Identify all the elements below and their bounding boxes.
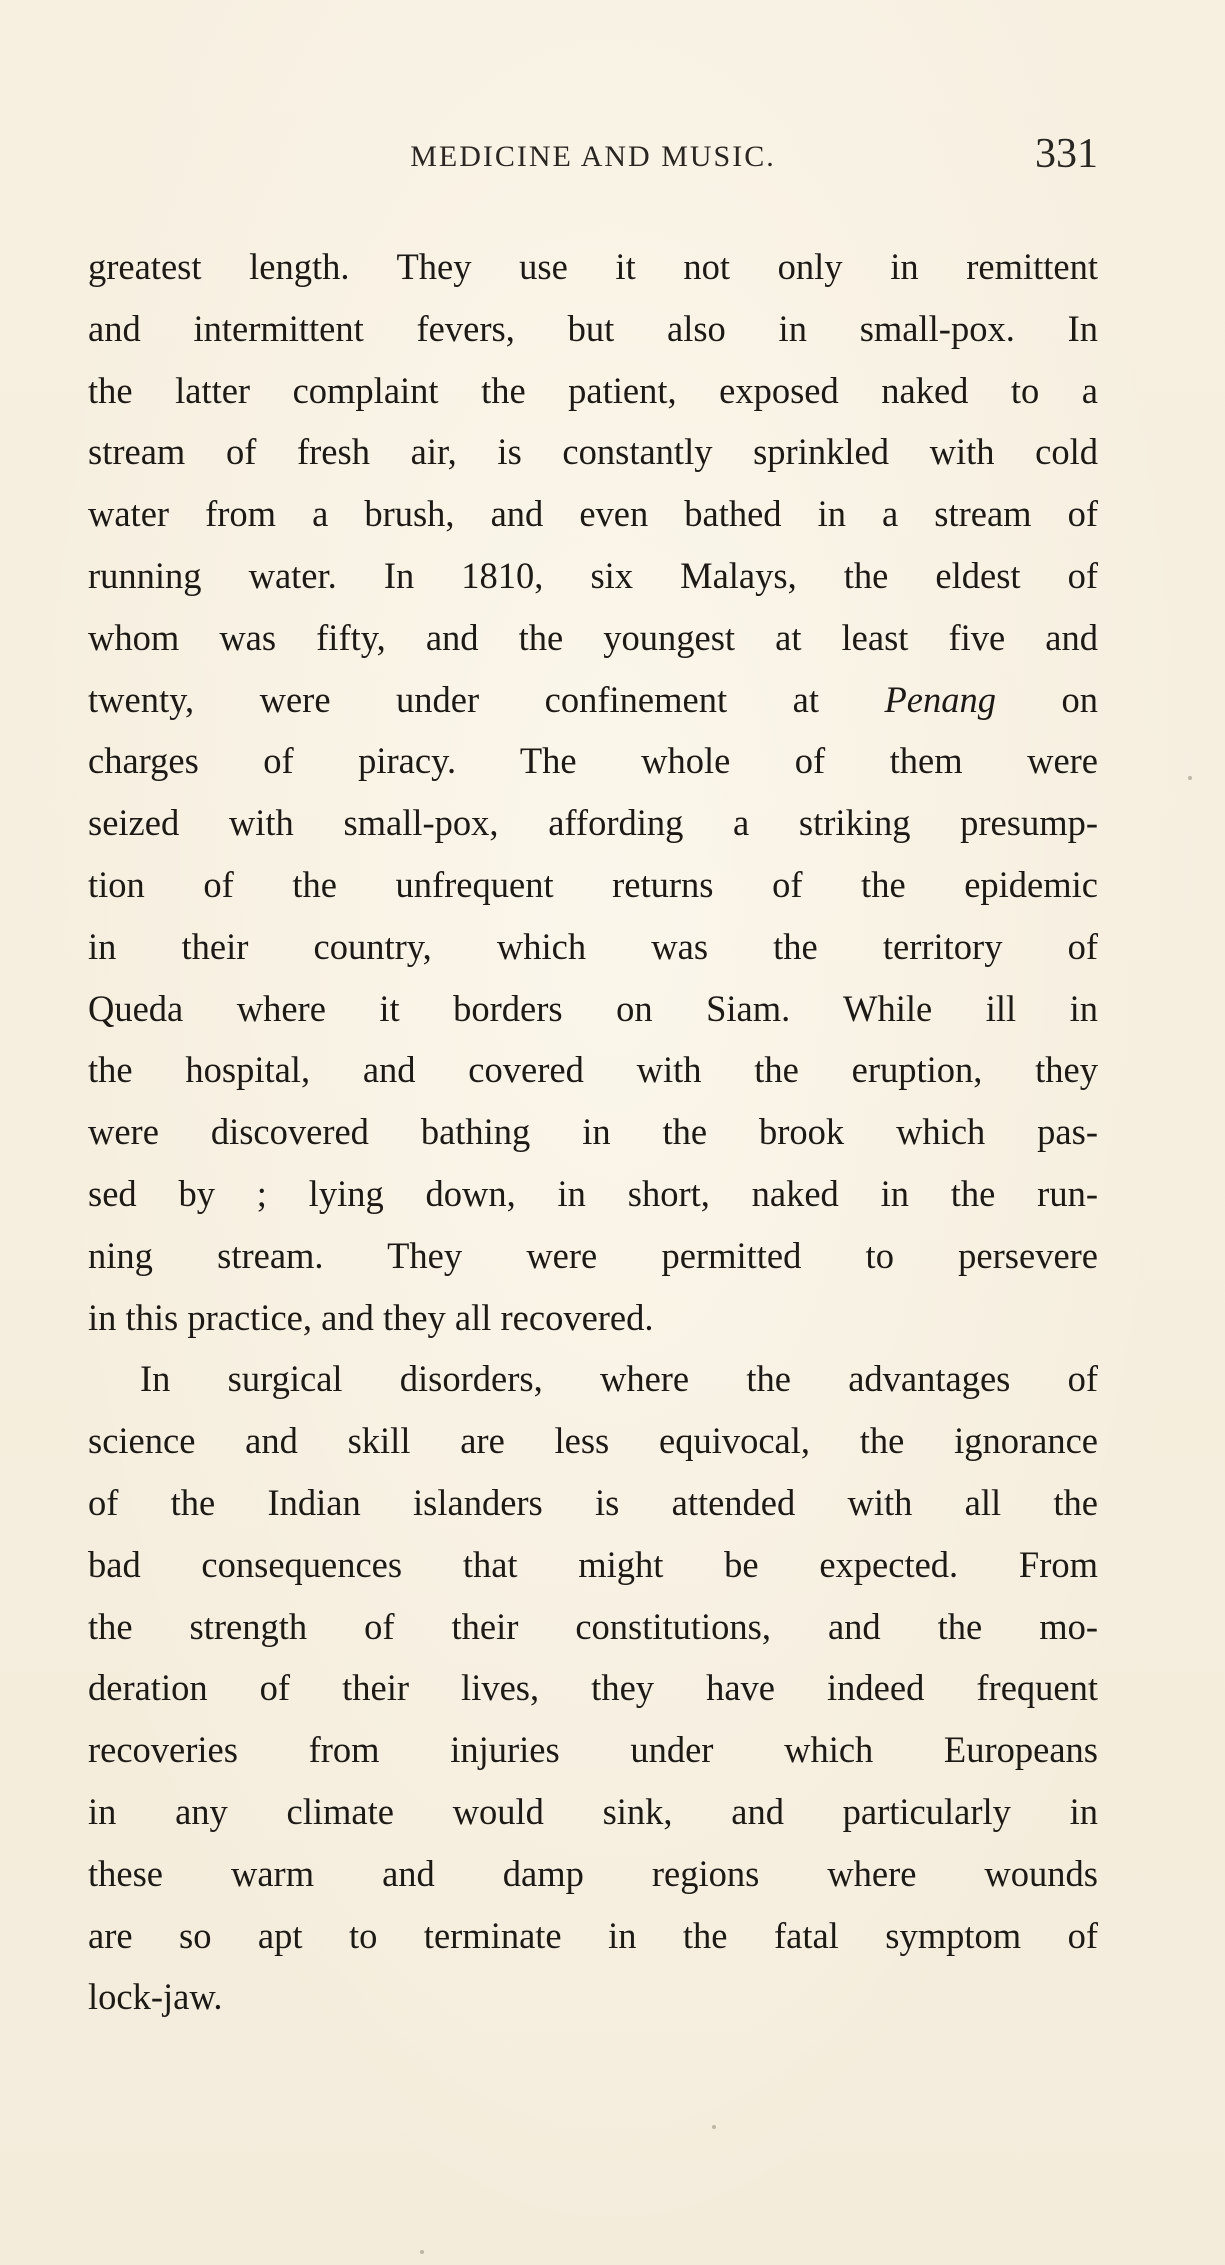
text-line: ning stream. They were permitted to persevere	[88, 1234, 1098, 1276]
text-line	[88, 669, 1098, 731]
text-line: in their country, which was the territory of	[88, 925, 1098, 967]
text-line: whom was fifty, and the youngest at least five and	[88, 616, 1098, 658]
paper-speck	[712, 2125, 716, 2129]
text-line: the hospital, and covered with the eruption, they	[88, 1049, 1098, 1091]
text-line: sed by ; lying down, in short, naked in the run-	[88, 1172, 1098, 1214]
text-line: in this practice, and they all recovered.	[88, 1296, 654, 1338]
body-text	[88, 236, 1098, 2028]
running-head	[88, 128, 1098, 188]
text-line: stream of fresh air, is constantly sprinkled with cold	[88, 431, 1098, 473]
text-run: on	[995, 678, 1098, 720]
text-line: water from a brush, and even bathed in a stream of	[88, 493, 1098, 535]
text-line: of the Indian islanders is attended with all the	[88, 1481, 1098, 1523]
text-line: these warm and damp regions where wounds	[88, 1852, 1098, 1894]
text-line: tion of the unfrequent returns of the epidemic	[88, 863, 1098, 905]
italic-place-name: Penang	[884, 678, 996, 720]
text-line: the strength of their constitutions, and the mo-	[88, 1605, 1098, 1647]
text-line: lock-jaw.	[88, 1976, 223, 2018]
text-line: Queda where it borders on Siam. While ill in	[88, 987, 1098, 1029]
page-number: 331	[1035, 131, 1098, 177]
running-title: MEDICINE AND MUSIC.	[410, 140, 776, 173]
text-line: in any climate would sink, and particularly in	[88, 1790, 1098, 1832]
text-line: running water. In 1810, six Malays, the eldest of	[88, 554, 1098, 596]
text-line: In surgical disorders, where the advantages of	[140, 1358, 1098, 1400]
text-line: greatest length. They use it not only in remittent	[88, 246, 1098, 287]
text-line: and intermittent fevers, but also in small-pox. In	[88, 307, 1098, 349]
text-line: recoveries from injuries under which Europeans	[88, 1729, 1098, 1771]
text-line: bad consequences that might be expected. From	[88, 1543, 1098, 1585]
text-line: are so apt to terminate in the fatal symptom of	[88, 1914, 1098, 1956]
text-line: the latter complaint the patient, exposed naked to a	[88, 369, 1098, 411]
text-line: deration of their lives, they have indeed frequent	[88, 1667, 1098, 1709]
text-line: science and skill are less equivocal, the ignorance	[88, 1420, 1098, 1462]
text-run: twenty, were under confinement at	[88, 678, 885, 720]
text-line: were discovered bathing in the brook which pas-	[88, 1111, 1098, 1153]
text-line: charges of piracy. The whole of them were	[88, 740, 1098, 782]
paper-speck	[1188, 776, 1192, 780]
text-line: seized with small-pox, affording a striking presump-	[88, 802, 1098, 844]
paper-speck	[420, 2250, 424, 2254]
